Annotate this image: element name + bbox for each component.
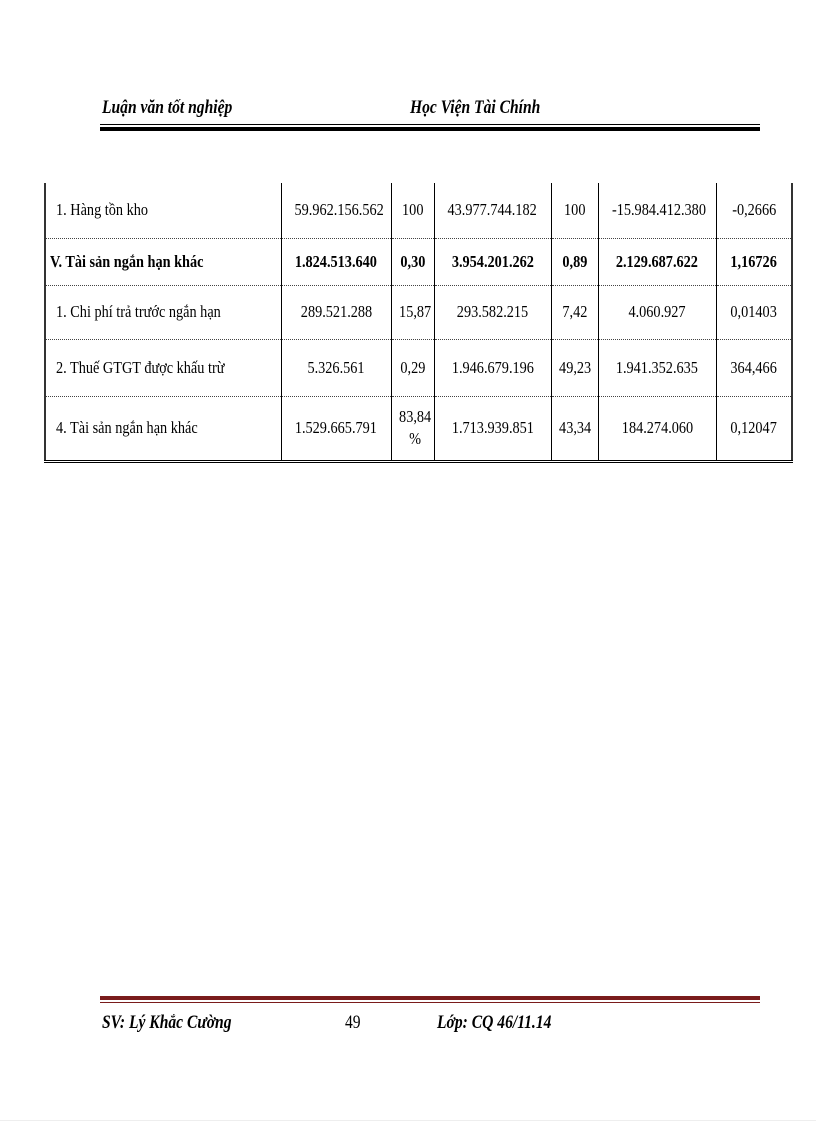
cell-rate: 0,12047 [716,396,792,461]
row-label: 4. Tài sản ngắn hạn khác [45,396,281,461]
footer-rule-thick [100,996,760,1000]
cell-percent-1: 0,30 [391,238,434,285]
table-row [45,339,792,396]
row-label: 2. Thuế GTGT được khấu trừ [45,339,281,396]
cell-value-1: 289.521.288 [281,285,391,339]
cell-percent-2: 0,89 [551,238,598,285]
cell-value-1: 1.824.513.640 [281,238,391,285]
cell-difference: 4.060.927 [598,285,716,339]
cell-percent-2: 43,34 [551,396,598,461]
cell-difference: 184.274.060 [598,396,716,461]
table-row [45,183,792,238]
footer-student-name: SV: Lý Khắc Cường [102,1012,232,1033]
cell-difference: 1.941.352.635 [598,339,716,396]
cell-difference: 2.129.687.622 [598,238,716,285]
cell-percent-1: 15,87 [391,285,434,339]
page-bottom-edge [0,1120,816,1121]
row-label: 1. Chi phí trả trước ngắn hạn [45,285,281,339]
cell-value-2: 43.977.744.182 [434,183,551,238]
cell-percent-1: 0,29 [391,339,434,396]
header-rule-thick [100,127,760,131]
cell-value-1: 59.962.156.562 [281,183,391,238]
cell-value-2: 293.582.215 [434,285,551,339]
cell-value-2: 1.946.679.196 [434,339,551,396]
table-row [45,396,792,461]
cell-value-1: 5.326.561 [281,339,391,396]
table-row [45,285,792,339]
cell-percent-2: 49,23 [551,339,598,396]
header-thesis-title: Luận văn tốt nghiệp [102,97,233,118]
cell-rate: 1,16726 [716,238,792,285]
cell-percent-2: 7,42 [551,285,598,339]
header-institution: Học Viện Tài Chính [410,97,541,118]
footer-rule-thin [100,1002,760,1003]
footer-page-number: 49 [345,1012,361,1033]
asset-table [44,183,793,463]
cell-percent-1: 100 [391,183,434,238]
cell-percent-2: 100 [551,183,598,238]
header-rule-thin [100,124,760,125]
row-label: V. Tài sản ngắn hạn khác [45,238,281,285]
cell-value-1: 1.529.665.791 [281,396,391,461]
cell-rate: 0,01403 [716,285,792,339]
cell-percent-1: 83,84 % [391,396,434,461]
row-label: 1. Hàng tồn kho [45,183,281,238]
cell-value-2: 1.713.939.851 [434,396,551,461]
cell-value-2: 3.954.201.262 [434,238,551,285]
table-row [45,238,792,285]
footer-class: Lớp: CQ 46/11.14 [437,1012,552,1033]
cell-rate: 364,466 [716,339,792,396]
cell-rate: -0,2666 [716,183,792,238]
cell-difference: -15.984.412.380 [598,183,716,238]
